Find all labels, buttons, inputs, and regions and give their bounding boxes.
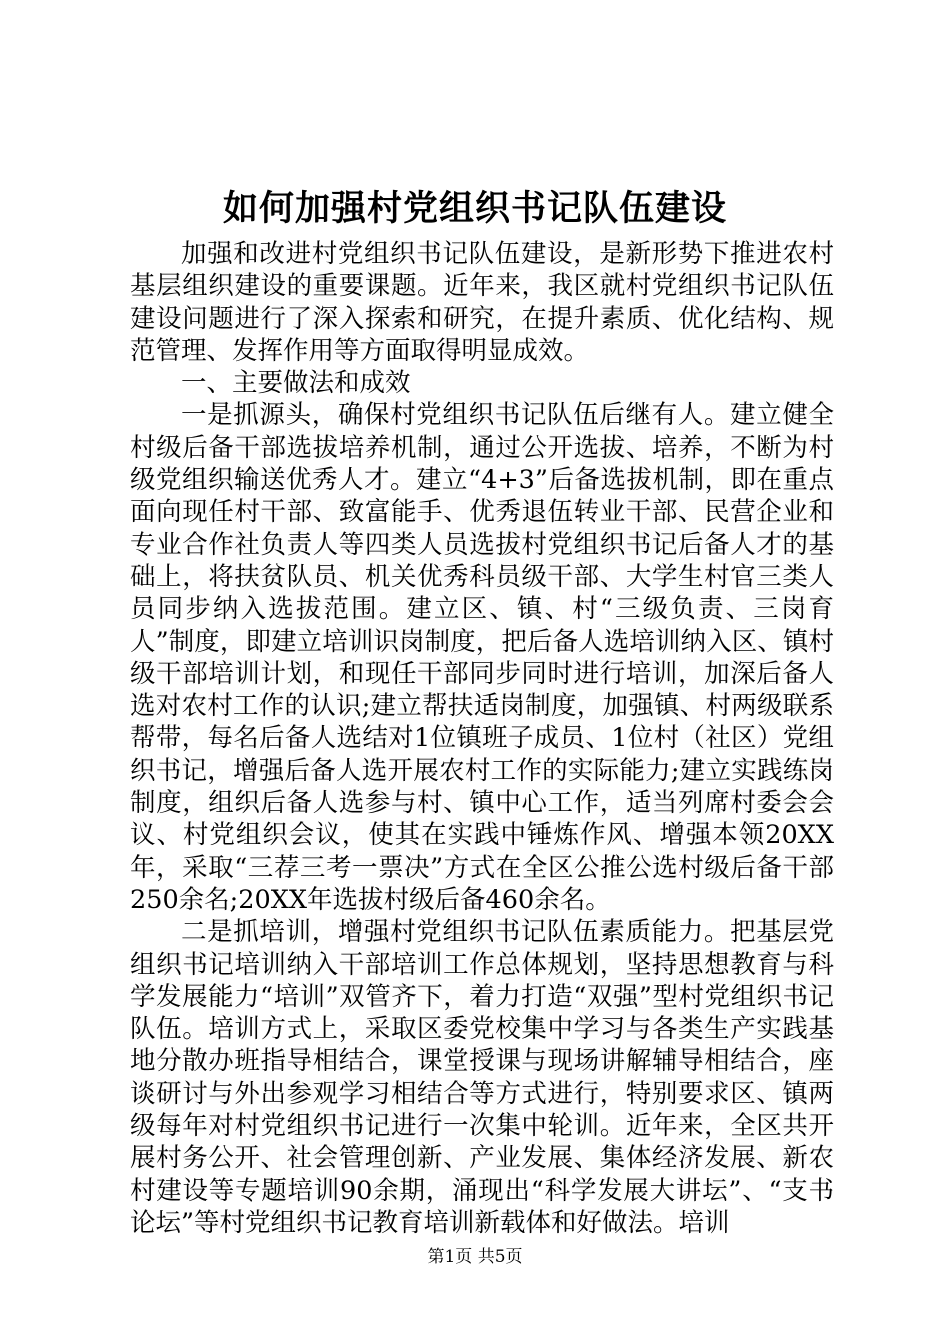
paragraph-source-cultivation: 一是抓源头，确保村党组织书记队伍后继有人。建立健全村级后备干部选拔培养机制，通过公开选拔、培养，不断为村级党组织输送优秀人才。建立“4+3”后备选拔机制，即在重点面向现任村干部、致富能手、优秀退伍转业干部、民营企业和专业合作社负责人等四类人员选拔村党组织书记后备人才的基础上，将扶贫队员、机关优秀科员级干部、大学生村官三类人员同步纳入选拔范围。建立区、镇、村“三级负责、三岗育人”制度，即建立培训识岗制度，把后备人选培训纳入区、镇村级干部培训计划，和现任干部同步同时进行培训，加深后备人选对农村工作的认识;建立帮扶适岗制度，加强镇、村两级联系帮带，每名后备人选结对1位镇班子成员、1位村（社区）党组织书记，增强后备人选开展农村工作的实际能力;建立实践练岗制度，组织后备人选参与村、镇中心工作，适当列席村委会会议、村党组织会议，使其在实践中锤炼作风、增强本领20XX年，采取“三荐三考一票决”方式在全区公推公选村级后备干部250余名;20XX年选拔村级后备460余名。 <box>130 400 834 915</box>
paragraph-training: 二是抓培训，增强村党组织书记队伍素质能力。把基层党组织书记培训纳入干部培训工作总体规划，坚持思想教育与科学发展能力“培训”双管齐下，着力打造“双强”型村党组织书记队伍。培训方式上，采取区委党校集中学习与各类生产实践基地分散办班指导相结合，课堂授课与现场讲解辅导相结合，座谈研讨与外出参观学习相结合等方式进行，特别要求区、镇两级每年对村党组织书记进行一次集中轮训。近年来，全区共开展村务公开、社会管理创新、产业发展、集体经济发展、新农村建设等专题培训90余期，涌现出“科学发展大讲坛”、“支书论坛”等村党组织书记教育培训新载体和好做法。培训 <box>130 917 834 1238</box>
document-body <box>130 238 834 1239</box>
page-number-footer: 第1页 共5页 <box>427 1247 523 1267</box>
paragraph-intro: 加强和改进村党组织书记队伍建设，是新形势下推进农村基层组织建设的重要课题。近年来，我区就村党组织书记队伍建设问题进行了深入探索和研究，在提升素质、优化结构、规范管理、发挥作用等方面取得明显成效。 <box>130 239 834 366</box>
section-heading-main-practices: 一、主要做法和成效 <box>181 368 411 399</box>
document-title: 如何加强村党组织书记队伍建设 <box>222 188 727 229</box>
